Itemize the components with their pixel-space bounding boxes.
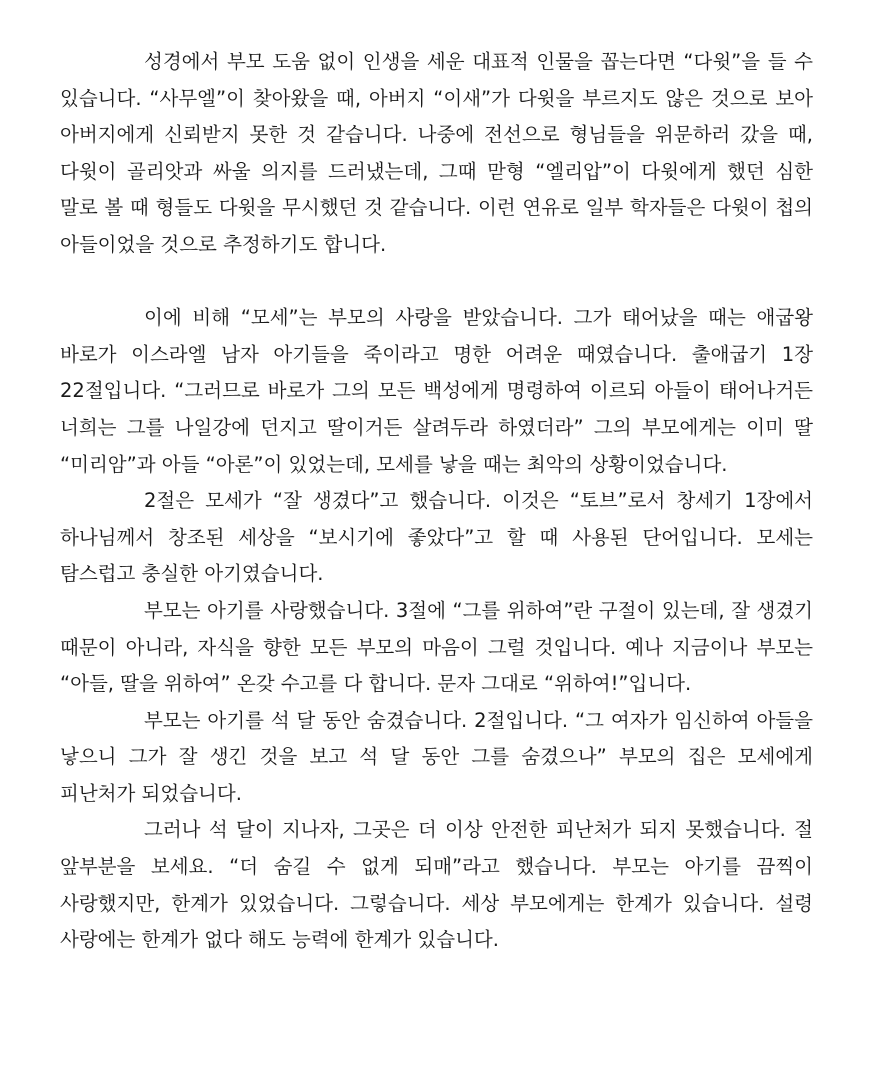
paragraph-tov: 2절은 모세가 “잘 생겼다”고 했습니다. 이것은 “토브”로서 창세기 1장에서 하나님께서 창조된 세상을 “보시기에 좋았다”고 할 때 사용된 단어입니다. 모세는 탐스럽고 충실한 아기였습니다. bbox=[60, 489, 813, 586]
paragraph-for-him: 부모는 아기를 사랑했습니다. 3절에 “그를 위하여”란 구절이 있는데, 잘 생겼기 때문이 아니라, 자식을 향한 모든 부모의 마음이 그럴 것입니다. 예나 지금이나 부모는 “아들, 딸을 위하여” 온갖 수고를 다 합니다. 문자 그대로 “위하여!”입니다. bbox=[60, 598, 813, 696]
paragraph-limits: 그러나 석 달이 지나자, 그곳은 더 이상 안전한 피난처가 되지 못했습니다. 절 앞부분을 보세요. “더 숨길 수 없게 되매”라고 했습니다. 부모는 아기를 끔찍이 사랑했지만, 한계가 있었습니다. 그렇습니다. 세상 부모에게는 한계가 있습니다. 설령 사랑에는 한계가 없다 해도 능력에 한계가 있습니다. bbox=[60, 818, 813, 952]
document-body bbox=[60, 44, 813, 959]
paragraph-spacer bbox=[60, 264, 813, 301]
paragraph-moses-loved: 이에 비해 “모세”는 부모의 사랑을 받았습니다. 그가 태어났을 때는 애굽왕 바로가 이스라엘 남자 아기들을 죽이라고 명한 어려운 때였습니다. 출애굽기 1장 22절입니다. “그러므로 바로가 그의 모든 백성에게 명령하여 이르되 아들이 태어나거든 너희는 그를 나일강에 던지고 딸이거든 살려두라 하였더라” 그의 부모에게는 이미 딸 “미리암”과 아들 “아론”이 있었는데, 모세를 낳을 때는 최악의 상황이었습니다. bbox=[60, 306, 813, 476]
paragraph-hidden-three-months: 부모는 아기를 석 달 동안 숨겼습니다. 2절입니다. “그 여자가 임신하여 아들을 낳으니 그가 잘 생긴 것을 보고 석 달 동안 그를 숨겼으나” 부모의 집은 모세에게 피난처가 되었습니다. bbox=[60, 708, 813, 805]
paragraph-david: 성경에서 부모 도움 없이 인생을 세운 대표적 인물을 꼽는다면 “다윗”을 들 수 있습니다. “사무엘”이 찾아왔을 때, 아버지 “이새”가 다윗을 부르지도 않은 것으로 보아 아버지에게 신뢰받지 못한 것 같습니다. 나중에 전선으로 형님들을 위문하러 갔을 때, 다윗이 골리앗과 싸울 의지를 드러냈는데, 그때 맏형 “엘리압”이 다윗에게 했던 심한 말로 볼 때 형들도 다윗을 무시했던 것 같습니다. 이런 연유로 일부 학자들은 다윗이 첩의 아들이었을 것으로 추정하기도 합니다. bbox=[60, 50, 813, 256]
